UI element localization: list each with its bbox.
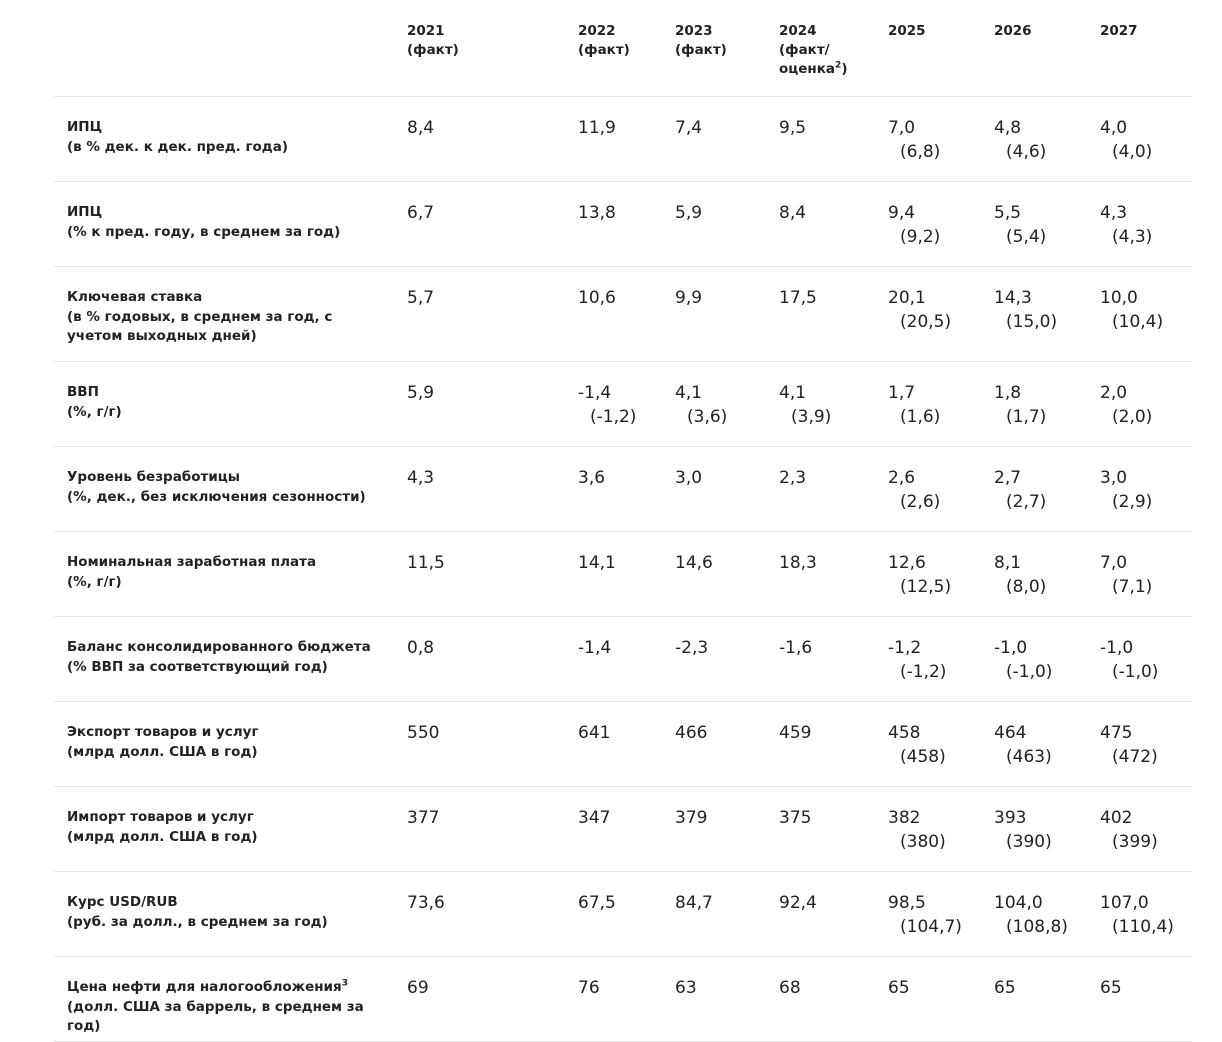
row-title: ИПЦ bbox=[67, 204, 103, 220]
value-main: 2,0 bbox=[1100, 383, 1128, 403]
table-row bbox=[54, 787, 1192, 872]
value-cell bbox=[1100, 551, 1152, 599]
value-main: 3,0 bbox=[1100, 468, 1128, 488]
table-row bbox=[54, 267, 1192, 362]
value-cell bbox=[578, 286, 616, 310]
value-previous-forecast: (7,1) bbox=[1112, 577, 1153, 597]
value-cell bbox=[675, 201, 702, 225]
header-note-2 bbox=[779, 60, 847, 79]
value-cell bbox=[407, 806, 439, 830]
value-cell bbox=[994, 286, 1057, 334]
row-label bbox=[67, 553, 387, 592]
row-unit: (% к пред. году, в среднем за год) bbox=[67, 223, 341, 240]
value-main: 393 bbox=[994, 808, 1027, 828]
value-main: 12,6 bbox=[888, 553, 926, 573]
row-label bbox=[67, 638, 387, 677]
value-main: 382 bbox=[888, 808, 921, 828]
footnote-mark: 2 bbox=[835, 60, 842, 71]
row-title: Уровень безработицы bbox=[67, 469, 241, 485]
table-row bbox=[54, 957, 1192, 1042]
row-label bbox=[67, 203, 387, 242]
table-row bbox=[54, 872, 1192, 957]
value-previous-forecast: (104,7) bbox=[900, 917, 962, 937]
value-main: 13,8 bbox=[578, 203, 616, 223]
table-row bbox=[54, 617, 1192, 702]
row-unit: (% ВВП за соответствующий год) bbox=[67, 658, 328, 675]
value-cell bbox=[578, 721, 610, 745]
value-main: 7,0 bbox=[888, 118, 916, 138]
value-main: 5,9 bbox=[675, 203, 703, 223]
value-cell bbox=[675, 721, 707, 745]
value-cell bbox=[994, 201, 1046, 249]
value-cell bbox=[1100, 116, 1152, 164]
value-main: 18,3 bbox=[779, 553, 817, 573]
value-cell bbox=[407, 551, 445, 575]
value-cell bbox=[407, 116, 434, 140]
value-main: 402 bbox=[1100, 808, 1133, 828]
value-previous-forecast: (6,8) bbox=[900, 142, 941, 162]
value-main: 550 bbox=[407, 723, 440, 743]
value-previous-forecast: (10,4) bbox=[1112, 312, 1164, 332]
value-cell bbox=[578, 381, 636, 429]
value-main: 14,6 bbox=[675, 553, 713, 573]
value-main: 84,7 bbox=[675, 893, 713, 913]
value-main: 69 bbox=[407, 978, 429, 998]
value-main: 68 bbox=[779, 978, 801, 998]
row-label bbox=[67, 893, 387, 932]
value-main: -1,4 bbox=[578, 638, 612, 658]
value-main: 2,7 bbox=[994, 468, 1022, 488]
value-previous-forecast: (15,0) bbox=[1006, 312, 1058, 332]
value-previous-forecast: (5,4) bbox=[1006, 227, 1047, 247]
value-cell bbox=[888, 806, 946, 854]
footnote-mark: 3 bbox=[341, 978, 348, 989]
value-cell bbox=[1100, 636, 1158, 684]
value-previous-forecast: (3,9) bbox=[791, 407, 832, 427]
value-main: 347 bbox=[578, 808, 611, 828]
value-previous-forecast: (20,5) bbox=[900, 312, 952, 332]
row-title: Курс USD/RUB bbox=[67, 894, 178, 910]
value-cell bbox=[675, 806, 707, 830]
value-previous-forecast: (1,7) bbox=[1006, 407, 1047, 427]
value-main: 9,9 bbox=[675, 288, 703, 308]
value-previous-forecast: (1,6) bbox=[900, 407, 941, 427]
value-main: 459 bbox=[779, 723, 812, 743]
value-cell bbox=[675, 116, 702, 140]
value-cell bbox=[888, 636, 946, 684]
value-main: 10,0 bbox=[1100, 288, 1138, 308]
value-cell bbox=[578, 806, 610, 830]
value-cell bbox=[994, 636, 1052, 684]
value-cell bbox=[675, 636, 708, 660]
value-main: 4,0 bbox=[1100, 118, 1128, 138]
header-2022 bbox=[578, 22, 630, 60]
value-main: -1,0 bbox=[994, 638, 1028, 658]
value-main: 377 bbox=[407, 808, 440, 828]
value-cell bbox=[779, 976, 801, 1000]
value-previous-forecast: (4,6) bbox=[1006, 142, 1047, 162]
value-cell bbox=[675, 286, 702, 310]
value-cell bbox=[994, 381, 1046, 429]
row-title: ВВП bbox=[67, 384, 99, 400]
header-2023 bbox=[675, 22, 727, 60]
value-cell bbox=[994, 116, 1046, 164]
value-main: 4,3 bbox=[407, 468, 435, 488]
value-main: 7,0 bbox=[1100, 553, 1128, 573]
value-previous-forecast: (472) bbox=[1112, 747, 1158, 767]
value-cell bbox=[779, 806, 811, 830]
value-cell bbox=[888, 116, 940, 164]
value-main: 7,4 bbox=[675, 118, 703, 138]
value-previous-forecast: (4,0) bbox=[1112, 142, 1153, 162]
value-cell bbox=[407, 636, 434, 660]
header-note: (факт) bbox=[578, 42, 630, 58]
header-2025 bbox=[888, 22, 926, 41]
value-main: 4,8 bbox=[994, 118, 1022, 138]
header-year: 2027 bbox=[1100, 23, 1138, 39]
value-main: 73,6 bbox=[407, 893, 445, 913]
table-row bbox=[54, 447, 1192, 532]
value-main: 8,4 bbox=[407, 118, 435, 138]
value-previous-forecast: (110,4) bbox=[1112, 917, 1174, 937]
header-2026 bbox=[994, 22, 1032, 41]
value-cell bbox=[407, 201, 434, 225]
value-cell bbox=[1100, 891, 1174, 939]
value-cell bbox=[888, 466, 940, 514]
value-cell bbox=[888, 381, 940, 429]
header-note-2-end: ) bbox=[841, 61, 848, 77]
header-note: (факт/ bbox=[779, 42, 830, 58]
value-cell bbox=[888, 976, 910, 1000]
row-unit: (руб. за долл., в среднем за год) bbox=[67, 913, 328, 930]
value-cell bbox=[675, 466, 702, 490]
value-main: 6,7 bbox=[407, 203, 435, 223]
value-cell bbox=[1100, 721, 1158, 769]
value-cell bbox=[779, 721, 811, 745]
row-label bbox=[67, 808, 387, 847]
value-cell bbox=[1100, 466, 1152, 514]
table-body bbox=[54, 97, 1192, 1042]
value-main: 4,1 bbox=[779, 383, 807, 403]
header-note: (факт) bbox=[407, 42, 459, 58]
row-title: Баланс консолидированного бюджета bbox=[67, 639, 371, 655]
value-main: -1,0 bbox=[1100, 638, 1134, 658]
value-main: 104,0 bbox=[994, 893, 1043, 913]
value-main: 8,4 bbox=[779, 203, 807, 223]
value-main: 3,0 bbox=[675, 468, 703, 488]
value-cell bbox=[1100, 806, 1158, 854]
table-row bbox=[54, 362, 1192, 447]
header-year: 2023 bbox=[675, 23, 713, 39]
value-cell bbox=[779, 116, 806, 140]
value-previous-forecast: (12,5) bbox=[900, 577, 952, 597]
table-row bbox=[54, 182, 1192, 267]
row-label bbox=[67, 723, 387, 762]
value-cell bbox=[675, 381, 727, 429]
value-previous-forecast: (9,2) bbox=[900, 227, 941, 247]
value-main: 92,4 bbox=[779, 893, 817, 913]
forecast-table bbox=[54, 0, 1192, 1042]
value-cell bbox=[578, 116, 616, 140]
table-header bbox=[54, 0, 1192, 97]
value-main: -2,3 bbox=[675, 638, 709, 658]
value-main: 107,0 bbox=[1100, 893, 1149, 913]
header-2024 bbox=[779, 22, 847, 79]
row-unit: (%, г/г) bbox=[67, 573, 122, 590]
value-main: 641 bbox=[578, 723, 611, 743]
value-main: 5,5 bbox=[994, 203, 1022, 223]
row-unit: (в % годовых, в среднем за год, с учетом выходных дней) bbox=[67, 308, 333, 344]
value-main: 76 bbox=[578, 978, 600, 998]
value-main: 464 bbox=[994, 723, 1027, 743]
value-previous-forecast: (2,9) bbox=[1112, 492, 1153, 512]
value-cell bbox=[1100, 201, 1152, 249]
value-main: 65 bbox=[1100, 978, 1122, 998]
value-main: 4,1 bbox=[675, 383, 703, 403]
header-note: (факт) bbox=[675, 42, 727, 58]
row-label bbox=[67, 978, 387, 1037]
value-main: 3,6 bbox=[578, 468, 606, 488]
row-unit: (%, дек., без исключения сезонности) bbox=[67, 488, 366, 505]
header-year: 2026 bbox=[994, 23, 1032, 39]
value-cell bbox=[888, 551, 951, 599]
value-previous-forecast: (399) bbox=[1112, 832, 1158, 852]
value-main: 9,4 bbox=[888, 203, 916, 223]
value-cell bbox=[994, 891, 1068, 939]
value-main: 63 bbox=[675, 978, 697, 998]
value-main: 2,3 bbox=[779, 468, 807, 488]
value-main: 5,7 bbox=[407, 288, 435, 308]
value-cell bbox=[407, 891, 445, 915]
row-unit: (в % дек. к дек. пред. года) bbox=[67, 138, 288, 155]
value-main: -1,6 bbox=[779, 638, 813, 658]
header-year: 2024 bbox=[779, 23, 817, 39]
value-cell bbox=[994, 466, 1046, 514]
value-main: 65 bbox=[994, 978, 1016, 998]
value-main: 4,3 bbox=[1100, 203, 1128, 223]
row-title: Цена нефти для налогообложения bbox=[67, 979, 342, 995]
value-previous-forecast: (3,6) bbox=[687, 407, 728, 427]
header-year: 2021 bbox=[407, 23, 445, 39]
value-main: 20,1 bbox=[888, 288, 926, 308]
value-main: 11,5 bbox=[407, 553, 445, 573]
value-previous-forecast: (2,6) bbox=[900, 492, 941, 512]
value-cell bbox=[578, 201, 616, 225]
value-cell bbox=[779, 466, 806, 490]
row-title: ИПЦ bbox=[67, 119, 103, 135]
value-previous-forecast: (-1,0) bbox=[1006, 662, 1053, 682]
value-main: 11,9 bbox=[578, 118, 616, 138]
value-cell bbox=[779, 201, 806, 225]
value-previous-forecast: (-1,0) bbox=[1112, 662, 1159, 682]
header-2021 bbox=[407, 22, 459, 60]
value-main: 65 bbox=[888, 978, 910, 998]
header-2027 bbox=[1100, 22, 1138, 41]
value-previous-forecast: (458) bbox=[900, 747, 946, 767]
value-cell bbox=[779, 286, 817, 310]
value-previous-forecast: (8,0) bbox=[1006, 577, 1047, 597]
value-cell bbox=[994, 976, 1016, 1000]
row-title: Импорт товаров и услуг bbox=[67, 809, 254, 825]
value-cell bbox=[675, 891, 713, 915]
value-main: -1,2 bbox=[888, 638, 922, 658]
value-main: 9,5 bbox=[779, 118, 807, 138]
value-cell bbox=[779, 551, 817, 575]
row-unit: (млрд долл. США в год) bbox=[67, 828, 258, 845]
value-main: 98,5 bbox=[888, 893, 926, 913]
value-cell bbox=[779, 381, 831, 429]
value-cell bbox=[1100, 976, 1122, 1000]
value-cell bbox=[407, 721, 439, 745]
header-year: 2025 bbox=[888, 23, 926, 39]
value-main: 475 bbox=[1100, 723, 1133, 743]
value-cell bbox=[994, 806, 1052, 854]
value-previous-forecast: (4,3) bbox=[1112, 227, 1153, 247]
value-main: 17,5 bbox=[779, 288, 817, 308]
value-cell bbox=[994, 551, 1046, 599]
value-previous-forecast: (390) bbox=[1006, 832, 1052, 852]
value-main: 2,6 bbox=[888, 468, 916, 488]
row-label bbox=[67, 118, 387, 157]
value-previous-forecast: (463) bbox=[1006, 747, 1052, 767]
value-previous-forecast: (2,0) bbox=[1112, 407, 1153, 427]
value-main: 458 bbox=[888, 723, 921, 743]
value-cell bbox=[407, 381, 434, 405]
value-cell bbox=[779, 636, 812, 660]
value-cell bbox=[779, 891, 817, 915]
row-unit: (%, г/г) bbox=[67, 403, 122, 420]
value-cell bbox=[994, 721, 1052, 769]
value-cell bbox=[578, 466, 605, 490]
value-previous-forecast: (-1,2) bbox=[590, 407, 637, 427]
header-year: 2022 bbox=[578, 23, 616, 39]
value-main: 10,6 bbox=[578, 288, 616, 308]
value-main: 8,1 bbox=[994, 553, 1022, 573]
value-main: 1,7 bbox=[888, 383, 916, 403]
value-cell bbox=[675, 976, 697, 1000]
value-main: 379 bbox=[675, 808, 708, 828]
value-previous-forecast: (-1,2) bbox=[900, 662, 947, 682]
value-cell bbox=[1100, 286, 1163, 334]
value-cell bbox=[675, 551, 713, 575]
value-previous-forecast: (380) bbox=[900, 832, 946, 852]
value-cell bbox=[578, 976, 600, 1000]
value-cell bbox=[888, 286, 951, 334]
value-cell bbox=[407, 976, 429, 1000]
value-previous-forecast: (108,8) bbox=[1006, 917, 1068, 937]
row-label bbox=[67, 383, 387, 422]
value-cell bbox=[407, 466, 434, 490]
row-unit: (долл. США за баррель, в среднем за год) bbox=[67, 998, 364, 1034]
row-unit: (млрд долл. США в год) bbox=[67, 743, 258, 760]
row-title: Номинальная заработная плата bbox=[67, 554, 317, 570]
value-main: 14,1 bbox=[578, 553, 616, 573]
value-main: 466 bbox=[675, 723, 708, 743]
value-main: 375 bbox=[779, 808, 812, 828]
row-label bbox=[67, 288, 387, 347]
value-main: 67,5 bbox=[578, 893, 616, 913]
value-cell bbox=[578, 636, 611, 660]
value-main: 1,8 bbox=[994, 383, 1022, 403]
value-cell bbox=[407, 286, 434, 310]
row-title: Ключевая ставка bbox=[67, 289, 203, 305]
value-main: 5,9 bbox=[407, 383, 435, 403]
value-cell bbox=[578, 891, 616, 915]
table-row bbox=[54, 532, 1192, 617]
value-cell bbox=[888, 891, 962, 939]
value-cell bbox=[1100, 381, 1152, 429]
value-cell bbox=[888, 201, 940, 249]
row-label bbox=[67, 468, 387, 507]
value-cell bbox=[888, 721, 946, 769]
value-main: 0,8 bbox=[407, 638, 435, 658]
value-cell bbox=[578, 551, 616, 575]
row-title: Экспорт товаров и услуг bbox=[67, 724, 259, 740]
value-previous-forecast: (2,7) bbox=[1006, 492, 1047, 512]
header-note-2-text: оценка bbox=[779, 61, 836, 77]
value-main: 14,3 bbox=[994, 288, 1032, 308]
value-main: -1,4 bbox=[578, 383, 612, 403]
table-row bbox=[54, 702, 1192, 787]
table-row bbox=[54, 97, 1192, 182]
